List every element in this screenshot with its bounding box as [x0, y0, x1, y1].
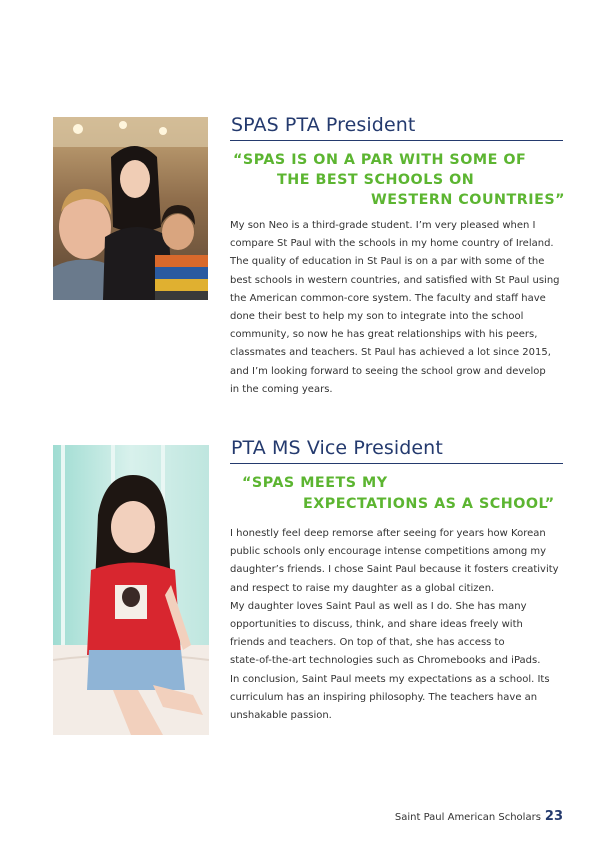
body-line: My daughter loves Saint Paul as well as I do. She has many — [230, 600, 527, 612]
section2-divider — [230, 463, 563, 464]
student-photo — [53, 445, 209, 735]
section1-body — [230, 217, 570, 399]
body-line: best schools in western countries, and satisfied with St Paul using — [230, 274, 560, 286]
body-line: friends and teachers. On top of that, she has access to — [230, 637, 505, 649]
body-line: I honestly feel deep remorse after seeing for years how Korean — [230, 528, 546, 539]
body-line: In conclusion, Saint Paul meets my expectations as a school. Its — [230, 673, 550, 685]
section1-heading: SPAS PTA President — [231, 114, 416, 136]
page-number: 23 — [544, 809, 563, 824]
quote-line: “SPAS IS ON A PAR WITH SOME OF — [233, 152, 527, 168]
body-line: My son Neo is a third-grade student. I’m very pleased when I — [230, 220, 536, 231]
body-line: the American common-core system. The faculty and staff have — [230, 292, 546, 304]
body-line: and I’m looking forward to seeing the school grow and develop — [230, 365, 546, 377]
quote-line: THE BEST SCHOOLS ON — [277, 172, 475, 188]
section2-heading: PTA MS Vice President — [231, 437, 443, 459]
section2-body — [230, 525, 570, 725]
family-photo — [53, 117, 208, 300]
body-line: public schools only encourage intense competitions among my — [230, 546, 547, 558]
page-footer — [395, 805, 563, 824]
body-line: community, so now he has great relationships with his peers, — [230, 329, 538, 341]
quote-line: WESTERN COUNTRIES” — [371, 192, 566, 208]
body-line: The quality of education in St Paul is on a par with some of the — [230, 256, 545, 268]
quote-line: EXPECTATIONS AS A SCHOOL” — [303, 496, 555, 512]
publication-name: Saint Paul American Scholars — [394, 812, 541, 823]
section1-divider — [230, 140, 563, 141]
body-line: and respect to raise my daughter as a global citizen. — [230, 582, 495, 594]
body-line: daughter’s friends. I chose Saint Paul because it fosters creativity — [230, 564, 559, 576]
body-line: curriculum has an inspiring philosophy. The teachers have an — [230, 691, 538, 703]
body-line: opportunities to discuss, think, and share ideas freely with — [230, 619, 523, 631]
quote-line: “SPAS MEETS MY — [242, 475, 388, 491]
body-line: state-of-the-art technologies such as Chromebooks and iPads. — [230, 655, 541, 667]
body-line: unshakable passion. — [230, 710, 332, 722]
body-line: classmates and teachers. St Paul has achieved a lot since 2015, — [230, 347, 551, 359]
body-line: in the coming years. — [230, 383, 333, 395]
body-line: compare St Paul with the schools in my home country of Ireland. — [230, 238, 554, 250]
body-line: done their best to help my son to integrate into the school — [230, 311, 524, 323]
